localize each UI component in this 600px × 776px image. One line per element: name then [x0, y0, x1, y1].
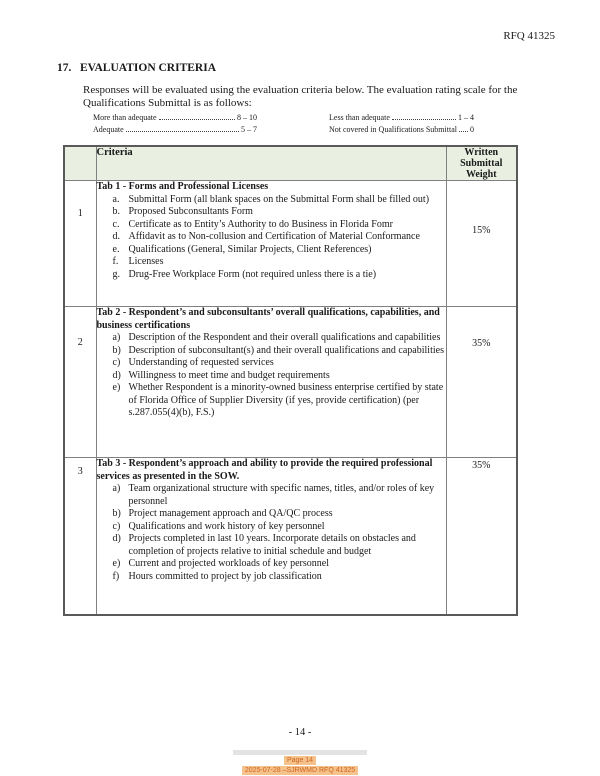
item-text: Certificate as to Entity’s Authority to do Business in Florida Fomr	[128, 218, 393, 230]
item-text: Qualifications and work history of key personnel	[128, 520, 325, 532]
item-marker: d)	[112, 369, 121, 381]
item-marker: f.	[112, 256, 119, 267]
dot-leader	[392, 112, 456, 120]
row-number: 2	[64, 307, 96, 458]
rating-value: 8 – 10	[237, 113, 257, 122]
item-text: Licenses	[128, 256, 164, 267]
rating-scale-entry	[329, 124, 474, 136]
row-weight: 35%	[446, 458, 517, 615]
list-item	[97, 483, 446, 508]
item-text: Willingness to meet time and budget requirements	[128, 369, 330, 381]
header-weight-cell: Written Submittal Weight	[446, 146, 517, 181]
list-item	[97, 345, 446, 358]
row-criteria-cell	[96, 307, 446, 458]
list-item	[97, 521, 446, 534]
item-marker: b.	[112, 206, 120, 217]
item-marker: f)	[112, 570, 120, 582]
rating-label: Less than adequate	[329, 113, 390, 122]
rating-value: 1 – 4	[458, 113, 474, 122]
item-text: Projects completed in last 10 years. Incorporate details on obstacles and completion of projects relative to initial schedule and budget	[128, 533, 416, 557]
item-marker: a)	[112, 332, 121, 343]
item-text: Project management approach and QA/QC process	[128, 508, 333, 519]
item-marker: c)	[112, 357, 121, 368]
list-item	[97, 206, 446, 219]
list-item	[97, 558, 446, 571]
item-text: Submittal Form (all blank spaces on the Submittal Form shall be filled out)	[128, 193, 430, 205]
rating-scale-left-column	[93, 112, 257, 135]
row-title: Tab 1 - Forms and Professional Licenses	[96, 181, 269, 192]
list-item	[97, 194, 446, 207]
table-row	[64, 307, 517, 458]
section-title: EVALUATION CRITERIA	[80, 62, 217, 74]
footer-stamp	[0, 750, 600, 775]
item-marker: b)	[112, 344, 121, 356]
rating-label: Adequate	[93, 124, 124, 134]
evaluation-criteria-table	[63, 145, 518, 616]
item-text: Description of the Respondent and their overall qualifications and capabilities	[128, 332, 441, 343]
row-title: Tab 3 - Respondent’s approach and ability to provide the required professional services as presented in the SOW.	[96, 458, 433, 482]
item-text: Understanding of requested services	[128, 357, 274, 368]
list-item	[97, 508, 446, 521]
document-reference: RFQ 41325	[503, 30, 555, 42]
list-item	[97, 256, 446, 269]
rating-scale	[93, 112, 474, 135]
item-text: Drug-Free Workplace Form (not required unless there is a tie)	[128, 268, 377, 280]
rating-scale-entry	[93, 112, 257, 124]
table-header-row	[64, 146, 517, 181]
header-number-cell	[64, 146, 96, 181]
table-row	[64, 181, 517, 307]
list-item	[97, 269, 446, 282]
stamp-date-reference: 2025-07-28 –SJRWMD RFQ 41325	[242, 766, 358, 775]
rating-value: 5 – 7	[241, 124, 257, 134]
item-marker: b)	[112, 508, 121, 519]
item-marker: e)	[112, 382, 121, 393]
rating-value: 0	[470, 124, 474, 134]
list-item	[97, 370, 446, 383]
item-text: Team organizational structure with specific names, titles, and/or roles of key personnel	[128, 483, 435, 507]
item-marker: c)	[112, 520, 121, 532]
row-number: 3	[64, 458, 96, 615]
dot-leader	[126, 124, 239, 132]
table-row	[64, 458, 517, 615]
page-number: - 14 -	[288, 727, 312, 738]
rating-label: Not covered in Qualifications Submittal	[329, 124, 457, 134]
list-item	[97, 533, 446, 558]
intro-paragraph: Responses will be evaluated using the evaluation criteria below. The evaluation rating scale for the Qualifications Submittal is as follows:	[83, 84, 518, 109]
dot-leader	[459, 124, 468, 132]
row-weight: 35%	[446, 307, 517, 458]
section-number: 17.	[57, 62, 72, 74]
item-marker: a.	[112, 193, 120, 205]
dot-leader	[159, 112, 235, 120]
item-text: Qualifications (General, Similar Projects, Client References)	[128, 243, 372, 255]
list-item	[97, 357, 446, 370]
stamp-page-label: Page 14	[284, 756, 316, 765]
stamp-highlight-strip	[233, 750, 367, 755]
item-text: Current and projected workloads of key personnel	[128, 558, 329, 569]
item-text: Whether Respondent is a minority-owned business enterprise certified by state of Florida Office of Supplier Diversity (if yes, provide certification) (per s.287.055(4)(b), F.S.)	[128, 382, 444, 418]
rating-scale-entry	[329, 112, 474, 124]
list-item	[97, 231, 446, 244]
item-marker: e.	[112, 243, 120, 255]
item-marker: d.	[112, 231, 120, 242]
row-criteria-cell	[96, 458, 446, 615]
section-heading	[57, 62, 216, 74]
header-criteria-cell: Criteria	[96, 146, 446, 181]
row-criteria-cell	[96, 181, 446, 307]
list-item	[97, 382, 446, 420]
item-text: Proposed Subconsultants Form	[128, 206, 253, 217]
rating-scale-entry	[93, 124, 257, 136]
list-item	[97, 219, 446, 232]
item-marker: g.	[112, 268, 120, 280]
row-number: 1	[64, 181, 96, 307]
row-weight: 15%	[446, 181, 517, 307]
list-item	[97, 571, 446, 584]
list-item	[97, 244, 446, 257]
rating-scale-right-column	[329, 112, 474, 135]
item-marker: c.	[112, 218, 120, 230]
rating-label: More than adequate	[93, 113, 157, 122]
item-text: Description of subconsultant(s) and their overall qualifications and capabilities	[128, 344, 444, 356]
row-title: Tab 2 - Respondent’s and subconsultants’ overall qualifications, capabilities, and business certifications	[96, 307, 440, 331]
item-marker: d)	[112, 533, 121, 544]
item-marker: a)	[112, 483, 121, 494]
item-marker: e)	[112, 558, 121, 569]
list-item	[97, 332, 446, 345]
item-text: Hours committed to project by job classification	[128, 570, 322, 582]
item-text: Affidavit as to Non-collusion and Certification of Material Conformance	[128, 231, 420, 242]
